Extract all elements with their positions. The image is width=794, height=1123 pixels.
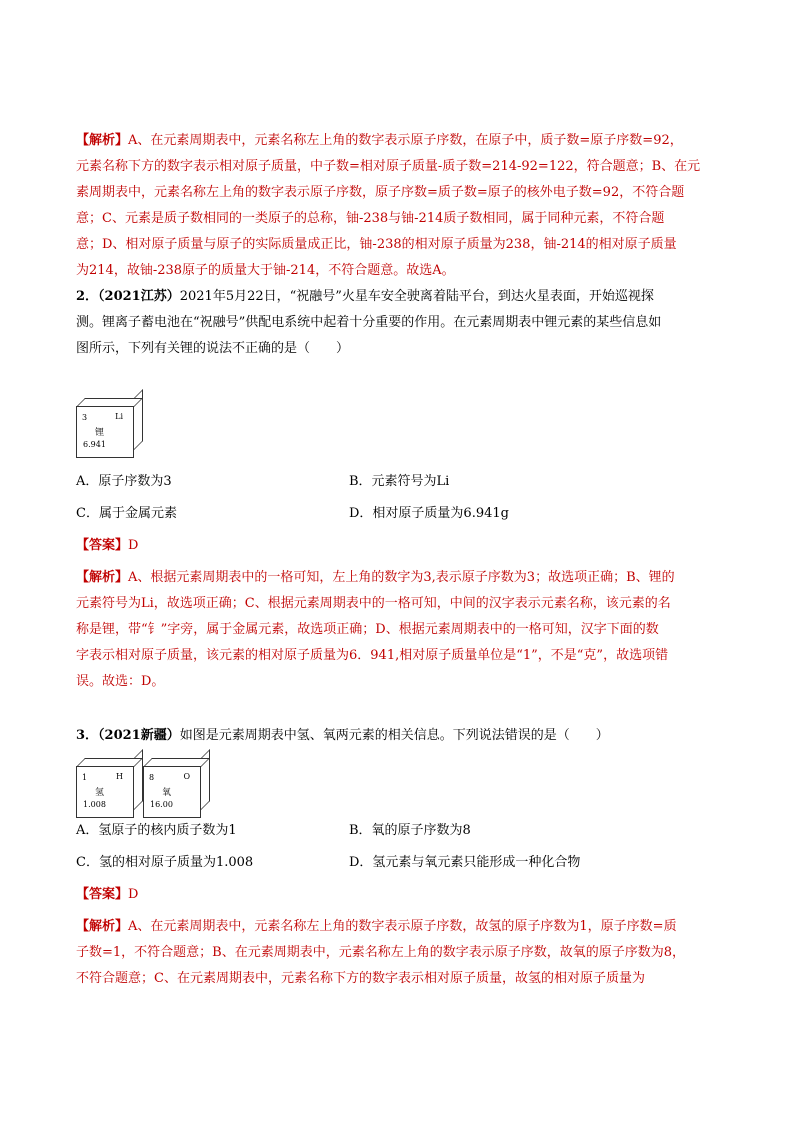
analysis-tag: 【解析】: [76, 919, 129, 934]
atomic-mass: 6.941: [83, 440, 106, 449]
element-name: 锂: [95, 428, 105, 438]
element-name: 氧: [162, 788, 172, 798]
option-d: D．相对原子质量为6.941g: [349, 506, 509, 521]
element-cell-lithium: [76, 406, 134, 458]
analysis-line: 字表示相对原子质量，该元素的相对原子质量为6．941,相对原子质量单位是“1”，不是“克”，故选项错: [76, 648, 669, 663]
analysis-line: 子数=1，不符合题意；B、在元素周期表中，元素名称左上角的数字表示原子序数，故氧的原子序数为8，: [76, 945, 685, 960]
stem-line: 2021年5月22日，“祝融号”火星车安全驶离着陆平台，到达火星表面，开始巡视探: [179, 289, 654, 304]
atomic-number: 3: [82, 413, 88, 422]
element-cell-hydrogen: [76, 766, 134, 818]
options-row: [76, 469, 716, 495]
question-number: 3．: [76, 728, 99, 743]
analysis-line: A、在元素周期表中，元素名称左上角的数字表示原子序数，故氢的原子序数为1，原子序数=质: [128, 919, 677, 934]
analysis-line: 元素符号为Li，故选项正确；C、根据元素周期表中的一格可知，中间的汉字表示元素名称，该元素的名: [76, 596, 671, 611]
atomic-mass: 1.008: [83, 800, 106, 809]
q2-analysis: [76, 565, 716, 695]
analysis-line: 误。故选：D。: [76, 674, 165, 689]
answer-value: D: [128, 538, 139, 553]
answer-tag: 【答案】: [76, 538, 129, 553]
q3-answer: [76, 882, 716, 908]
analysis-tag: 【解析】: [76, 133, 129, 148]
q3-stem: [76, 723, 716, 749]
option-d: D．氢元素与氧元素只能形成一种化合物: [349, 855, 581, 870]
q2-stem: [76, 284, 716, 362]
question-source: （2021新疆）: [98, 728, 180, 743]
analysis-line: 意；D、相对原子质量与原子的实际质量成正比，铀-238的相对原子质量为238，铀-214的相对原子质量: [76, 237, 677, 252]
question-number: 2．: [76, 289, 99, 304]
atomic-number: 8: [149, 773, 155, 782]
analysis-line: 不符合题意；C、在元素周期表中，元素名称下方的数字表示相对原子质量，故氢的相对原子质量为: [76, 971, 645, 986]
option-c: C．属于金属元素: [76, 506, 177, 521]
element-cell-oxygen: [143, 766, 201, 818]
analysis-line: 意；C、元素是质子数相同的一类原子的总称，铀-238与铀-214质子数相同，属于同种元素，不符合题: [76, 211, 665, 226]
option-c: C．氢的相对原子质量为1.008: [76, 855, 254, 870]
element-name: 氢: [95, 788, 105, 798]
stem-text: 如图是元素周期表中氢、氧两元素的相关信息。下列说法错误的是（ ）: [179, 728, 609, 743]
option-b: B．元素符号为Li: [349, 474, 450, 489]
q2-answer: [76, 533, 716, 559]
analysis-line: A、根据元素周期表中的一格可知，左上角的数字为3,表示原子序数为3；故选项正确；B、锂的: [128, 570, 675, 585]
answer-value: D: [128, 887, 139, 902]
stem-line: 图所示，下列有关锂的说法不正确的是（ ）: [76, 341, 350, 356]
q1-analysis: [76, 128, 716, 284]
question-source: （2021江苏）: [98, 289, 180, 304]
element-symbol: H: [116, 772, 123, 781]
element-symbol: Li: [115, 412, 123, 421]
analysis-line: A、在元素周期表中，元素名称左上角的数字表示原子序数，在原子中，质子数=原子序数=92，: [128, 133, 683, 148]
analysis-tag: 【解析】: [76, 570, 129, 585]
options-row: [76, 818, 716, 844]
analysis-line: 素周期表中，元素名称左上角的数字表示原子序数，原子序数=质子数=原子的核外电子数=92，不符合题: [76, 185, 685, 200]
element-symbol: O: [183, 772, 190, 781]
option-a: A．原子序数为3: [76, 474, 172, 489]
analysis-line: 元素名称下方的数字表示相对原子质量，中子数=相对原子质量-质子数=214-92=122，符合题意；B、在元: [76, 159, 701, 174]
option-a: A．氢原子的核内质子数为1: [76, 823, 237, 838]
analysis-line: 为214，故铀-238原子的质量大于铀-214，不符合题意。故选A。: [76, 263, 455, 278]
atomic-number: 1: [82, 773, 88, 782]
option-b: B．氧的原子序数为8: [349, 823, 471, 838]
analysis-line: 称是锂，带“钅”字旁，属于金属元素，故选项正确；D、根据元素周期表中的一格可知，汉字下面的数: [76, 622, 659, 637]
stem-line: 测。锂离子蓄电池在“祝融号”供配电系统中起着十分重要的作用。在元素周期表中锂元素的某些信息如: [76, 315, 662, 330]
options-row: [76, 501, 716, 527]
atomic-mass: 16.00: [150, 800, 173, 809]
answer-tag: 【答案】: [76, 887, 129, 902]
options-row: [76, 850, 716, 876]
q3-analysis: [76, 914, 716, 992]
